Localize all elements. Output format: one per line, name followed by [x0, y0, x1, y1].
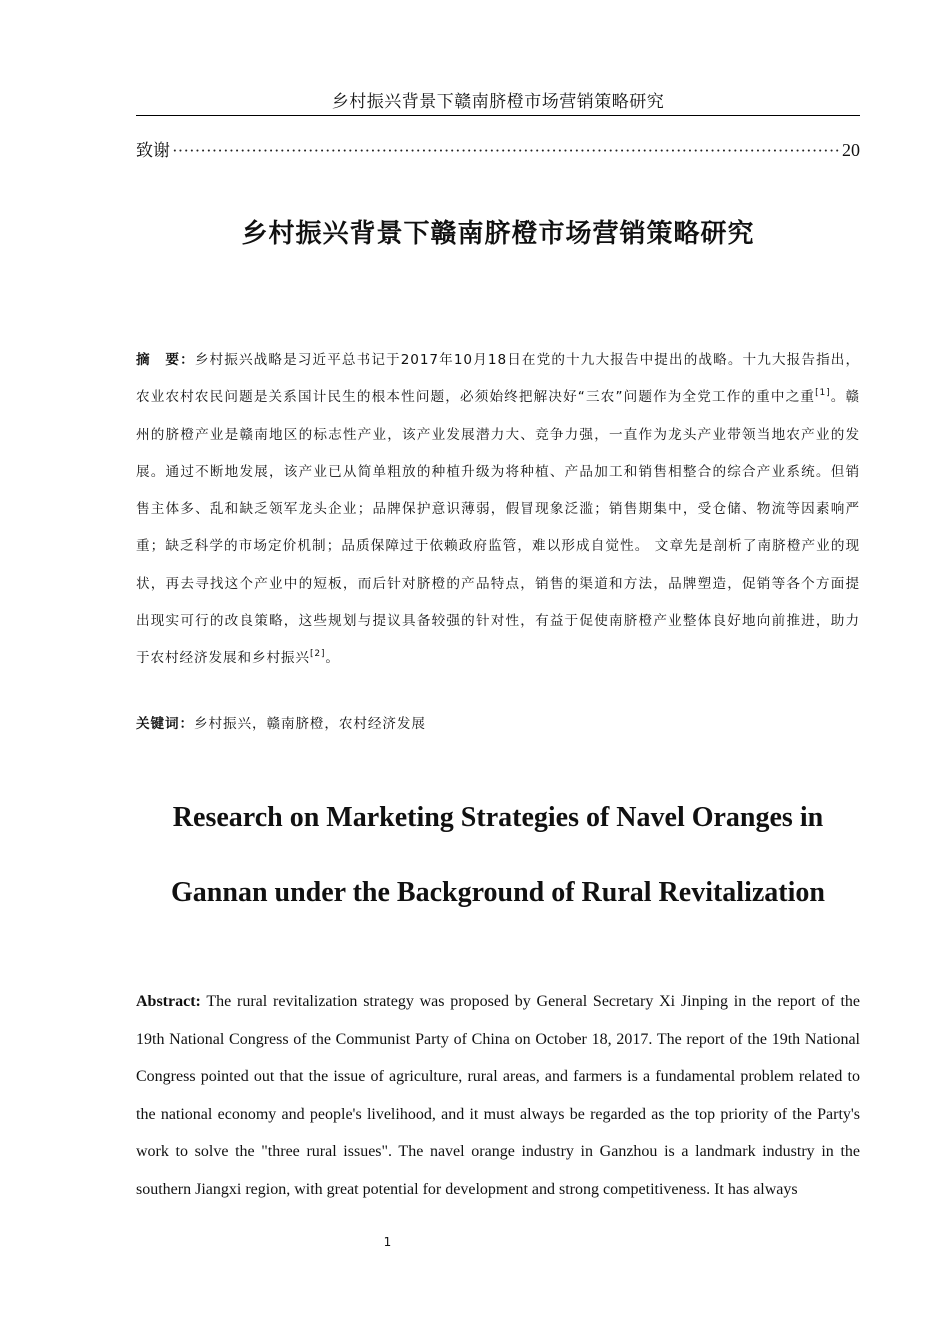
toc-entry-acknowledgements[interactable]	[136, 138, 860, 163]
citation-ref-1[interactable]: [1]	[815, 388, 831, 399]
keywords-label: 关键词：	[136, 716, 194, 732]
running-header: 乡村振兴背景下赣南脐橙市场营销策略研究	[136, 91, 860, 116]
abstract-chinese-text-3: 。	[325, 650, 340, 667]
abstract-chinese	[136, 342, 860, 678]
abstract-chinese-text-1: 乡村振兴战略是习近平总书记于2017年10月18日在党的十九大报告中提出的战略。十九大报告指出，农业农村农民问题是关系国计民生的根本性问题，必须始终把解决好“三农”问题作为全党工作的重中之重	[136, 352, 860, 406]
abstract-english-label: Abstract:	[136, 993, 201, 1010]
abstract-english	[136, 983, 860, 1208]
keywords-chinese	[136, 707, 860, 741]
keywords-text: 乡村振兴，赣南脐橙，农村经济发展	[193, 716, 426, 732]
abstract-english-text: The rural revitalization strategy was proposed by General Secretary Xi Jinping in the report of the 19th National Congress of the Communist Party of China on October 18, 2017. The report of the 19th National Congress pointed out that the issue of agriculture, rural areas, and farmers is a fundamental problem related to the national economy and people's livelihood, and it must always be regarded as the top priority of the Party's work to solve the "three rural issues". The navel orange industry in Ganzhou is a landmark industry in the southern Jiangxi region, with great potential for development and strong competitiveness. It has always	[136, 993, 860, 1198]
abstract-chinese-label: 摘 要：	[136, 352, 195, 368]
title-english: Research on Marketing Strategies of Navel Oranges in Gannan under the Background of Rural Revitalization	[171, 802, 825, 908]
abstract-chinese-text-2: 。赣州的脐橙产业是赣南地区的标志性产业，该产业发展潜力大、竞争力强，一直作为龙头产业带领当地农产业的发展。通过不断地发展，该产业已从简单粗放的种植升级为将种植、产品加工和销售相整合的综合产业系统。但销售主体多、乱和缺乏领军龙头企业；品牌保护意识薄弱，假冒现象泛滥；销售期集中，受仓储、物流等因素响严重；缺乏科学的市场定价机制；品质保障过于依赖政府监管，难以形成自觉性。 文章先是剖析了南脐橙产业的现状，再去寻找这个产业中的短板，而后针对脐橙的产品特点，销售的渠道和方法，品牌塑造，促销等各个方面提出现实可行的改良策略，这些规划与提议具备较强的针对性，有益于促使南脐橙产业整体良好地向前推进，助力于农村经济发展和乡村振兴	[136, 389, 860, 667]
toc-entry-label: 致谢	[136, 141, 170, 161]
citation-ref-2[interactable]: [2]	[309, 649, 326, 660]
toc-entry-page: 20	[842, 140, 860, 160]
title-chinese: 乡村振兴背景下赣南脐橙市场营销策略研究	[241, 219, 755, 249]
page-number: 1	[383, 1235, 392, 1249]
toc-dot-leader	[172, 139, 840, 163]
